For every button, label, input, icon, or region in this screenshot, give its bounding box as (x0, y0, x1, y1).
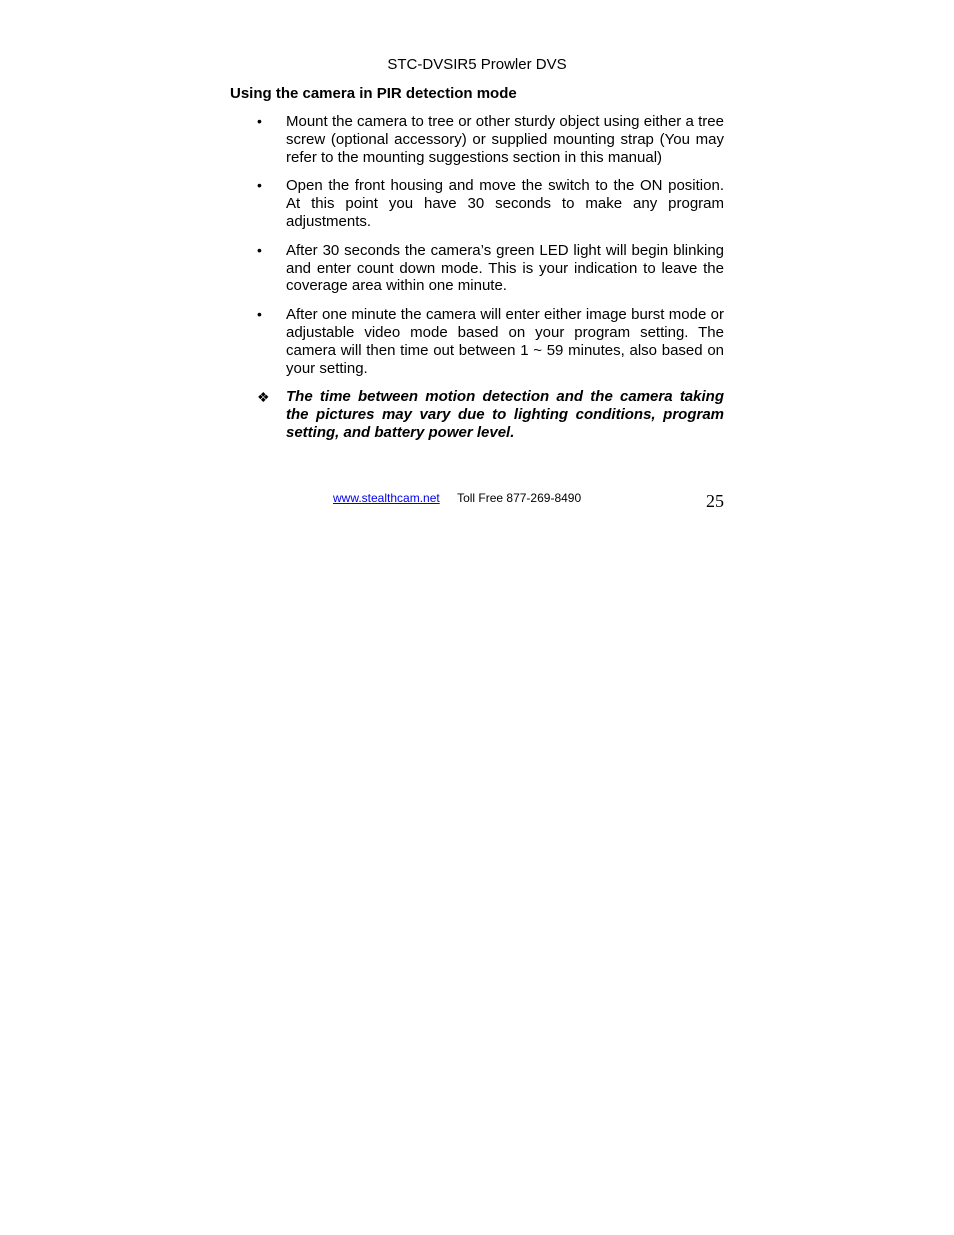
note-text: The time between motion detection and the camera taking the pictures may vary due to lighting conditions, program setting, and battery power level. (286, 388, 724, 442)
bullet-icon: • (257, 113, 262, 129)
bullet-icon: • (257, 306, 262, 323)
document-footer (333, 490, 733, 506)
toll-free-number: Toll Free 877-269-8490 (457, 491, 582, 505)
bullet-icon: • (257, 177, 262, 194)
document-header: STC-DVSIR5 Prowler DVS (387, 56, 567, 73)
list-item-text: After one minute the camera will enter either image burst mode or adjustable video mode based on your program setting. The camera will then time out between 1 ~ 59 minutes, also based on your setting. (286, 306, 724, 377)
page-number: 25 (706, 491, 724, 511)
list-item (257, 113, 724, 166)
instruction-list (257, 113, 729, 442)
list-item (257, 306, 724, 377)
bullet-icon: • (257, 241, 262, 258)
list-item-text: After 30 seconds the camera’s green LED light will begin blinking and enter count down mode. This is your indication to leave the coverage area within one minute. (286, 241, 724, 295)
note-item (257, 388, 724, 442)
diamond-bullet-icon: ❖ (257, 389, 270, 406)
list-item-text: Mount the camera to tree or other sturdy object using either a tree screw (optional accessory) or supplied mounting strap (You may refer to the mounting suggestions section in this manual) (286, 113, 724, 166)
list-item (257, 242, 724, 295)
website-link[interactable]: www.stealthcam.net (333, 491, 440, 505)
section-title: Using the camera in PIR detection mode (230, 85, 517, 102)
list-item-text: Open the front housing and move the switch to the ON position. At this point you have 30 seconds to make any program adjustments. (286, 177, 724, 230)
list-item (257, 177, 724, 230)
